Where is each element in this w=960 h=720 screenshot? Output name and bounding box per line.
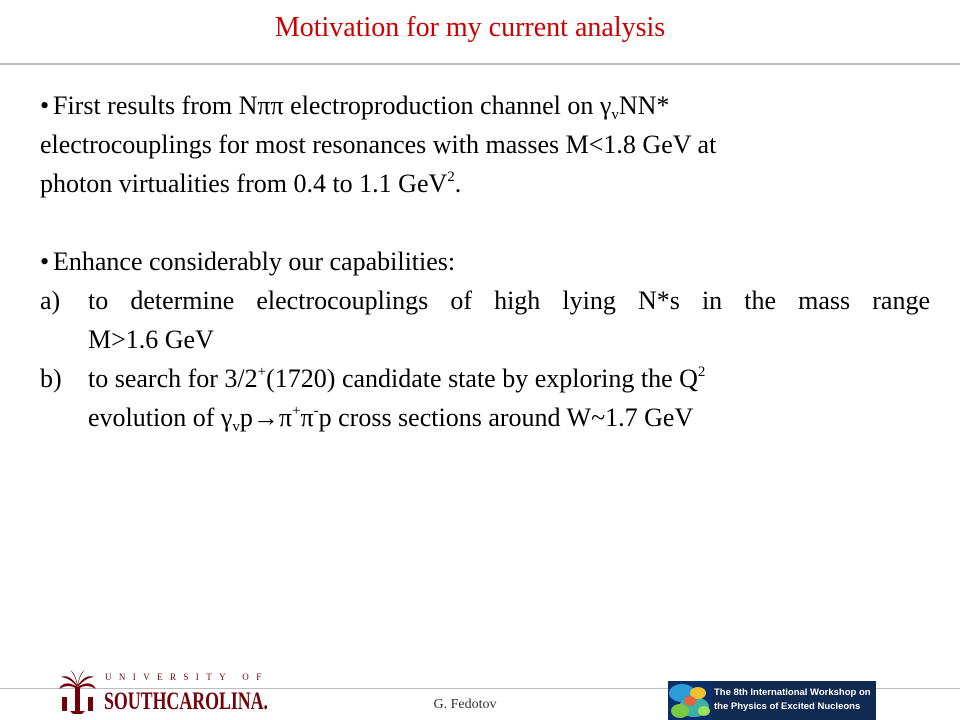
text-run: . [454,169,462,198]
footer-author: G. Fedotov [433,697,497,712]
text-run: (1720) candidate state by exploring the Q [266,364,698,393]
bullet-marker: • [40,247,50,276]
banner-line-1: The 8th International Workshop on [714,687,871,698]
subscript: v [232,419,240,435]
text-run: γ [220,403,233,432]
superscript: - [313,403,319,419]
bullet-1-line-1 [40,86,930,125]
list-item-a [40,281,930,359]
paragraph-gap [40,203,930,242]
list-b-line-2 [88,398,930,437]
banner-line-2: the Physics of Excited Nucleons [714,701,861,712]
bullet-1-line-2: electrocouplings for most resonances with masses M<1.8 GeV at [40,130,717,159]
text-run: NN* [618,91,670,120]
text-run: First results from N [53,91,258,120]
subscript: v [611,107,619,123]
university-main-text: SOUTHCAROLINA. [104,688,268,715]
list-a-line-2: M>1.6 GeV [88,325,214,354]
text-run: p→π [239,403,293,432]
text-run: to search for 3/2 [88,364,258,393]
text-run: evolution of [88,403,221,432]
text-run: π [300,403,314,432]
list-item-b [40,359,930,437]
text-run: ππ [257,91,284,120]
slide-title: Motivation for my current analysis [274,12,666,43]
list-b-line-1 [88,359,930,398]
text-run: γ [599,91,612,120]
text-run: Enhance considerably our capabilities: [53,247,456,276]
university-logo [58,667,276,717]
bullet-2-line-1 [40,242,930,281]
list-text [88,359,930,437]
superscript: 2 [447,169,455,185]
banner-text [714,686,874,714]
list-text [88,281,930,359]
superscript: 2 [697,364,706,380]
palmetto-tree-icon [59,670,96,714]
superscript: + [292,403,301,419]
text-run: p cross sections around W~1.7 GeV [318,403,694,432]
list-marker: b) [40,364,62,393]
university-top-text: UNIVERSITY OF [105,672,269,682]
text-run: electroproduction channel on [283,91,600,120]
bullet-1-line-3 [40,164,930,203]
slide-content [40,86,930,437]
title-divider [0,63,960,65]
nucleon-graphic-icon [668,681,712,720]
bullet-marker: • [40,91,50,120]
list-a-line-1: to determine electrocouplings of high lying N*s in the mass range [88,286,930,315]
list-marker: a) [40,286,61,315]
superscript: + [257,364,267,380]
workshop-banner [668,681,876,720]
text-run: photon virtualities from 0.4 to 1.1 GeV [40,169,448,198]
